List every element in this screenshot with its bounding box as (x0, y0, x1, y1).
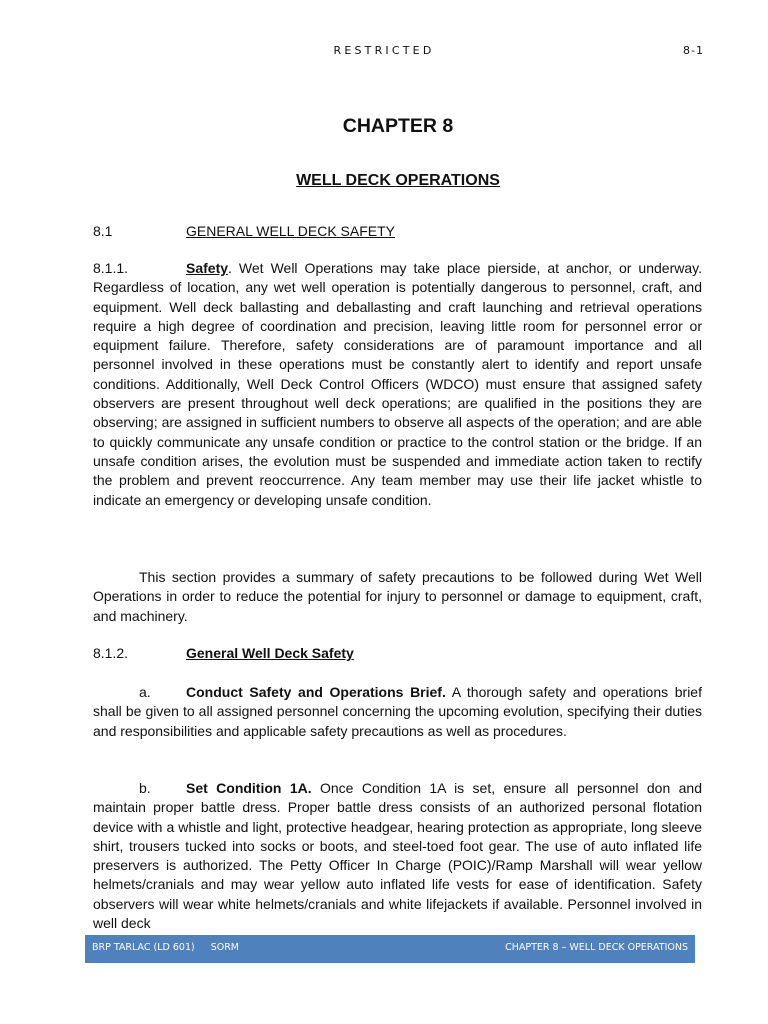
classification-marking: RESTRICTED (333, 44, 435, 57)
page-number: 8-1 (683, 44, 704, 57)
chapter-title: CHAPTER 8 (342, 115, 454, 137)
paragraph-summary (93, 568, 702, 626)
list-item-letter: b. (139, 780, 151, 796)
paragraph-8-1-1 (93, 259, 702, 510)
list-item-text: A thorough safety and operations brief shall be given to all assigned personnel concerning the upcoming evolution, specifying their duties and responsibilities and applicable safety precautions as well as procedures. (93, 684, 702, 739)
list-item-letter: a. (139, 684, 151, 700)
list-item-a (93, 683, 702, 741)
section-number: 8.1.2. (93, 645, 129, 661)
list-item-text: Once Condition 1A is set, ensure all personnel don and maintain proper battle dress. Proper battle dress consists of an authorized personal flotation device with a whistle and light, protective headgear, hearing protection as appropriate, long sleeve shirt, trousers tucked into socks or boots, and steel-toed foot gear. The use of auto inflated life preservers is authorized. The Petty Officer In Charge (POIC)/Ramp Marshall will wear yellow helmets/cranials and may wear yellow auto inflated life vests for ease of identification. Safety observers will wear white helmets/cranials and white lifejackets if available. Personnel involved in well deck (93, 780, 702, 932)
paragraph-text: This section provides a summary of safety precautions to be followed during Wet Well Operations in order to reduce the potential for injury to personnel or damage to equipment, craft, and machinery. (93, 569, 702, 624)
footer-vessel: BRP TARLAC (LD 601) (92, 942, 195, 953)
list-item-heading: Set Condition 1A. (186, 780, 312, 796)
list-item-b (93, 779, 702, 933)
paragraph-text: . Wet Well Operations may take place pierside, at anchor, or underway. Regardless of location, any wet well operation is potentially dangerous to personnel, craft, and equipment. Well deck ballasting and deballasting and craft launching and retrieval operations require a high degree of coordination and precision, leaving little room for personnel error or equipment failure. Therefore, safety considerations are of paramount importance and all personnel involved in these operations must be constantly alert to identify and report unsafe conditions. Additionally, Well Deck Control Officers (WDCO) must ensure that assigned safety observers are present throughout well deck operations; are qualified in the positions they are observing; are assigned in sufficient numbers to observe all aspects of the operation; and are able to quickly communicate any unsafe condition or practice to the control station or the bridge. If an unsafe condition arises, the evolution must be suspended and immediate action taken to rectify the problem and prevent reoccurrence. Any team member may use their life jacket whistle to indicate an emergency or developing unsafe condition. (93, 260, 702, 508)
section-heading: GENERAL WELL DECK SAFETY (186, 223, 396, 239)
paragraph-number: 8.1.1. (93, 260, 129, 276)
section-title: WELL DECK OPERATIONS (296, 172, 500, 189)
section-number: 8.1 (93, 223, 113, 239)
page-footer (85, 935, 695, 963)
footer-chapter: CHAPTER 8 – WELL DECK OPERATIONS (505, 942, 688, 953)
paragraph-heading: Safety (186, 260, 229, 276)
footer-doc: SORM (210, 942, 240, 953)
list-item-heading: Conduct Safety and Operations Brief. (186, 684, 446, 700)
section-heading: General Well Deck Safety (186, 645, 354, 661)
